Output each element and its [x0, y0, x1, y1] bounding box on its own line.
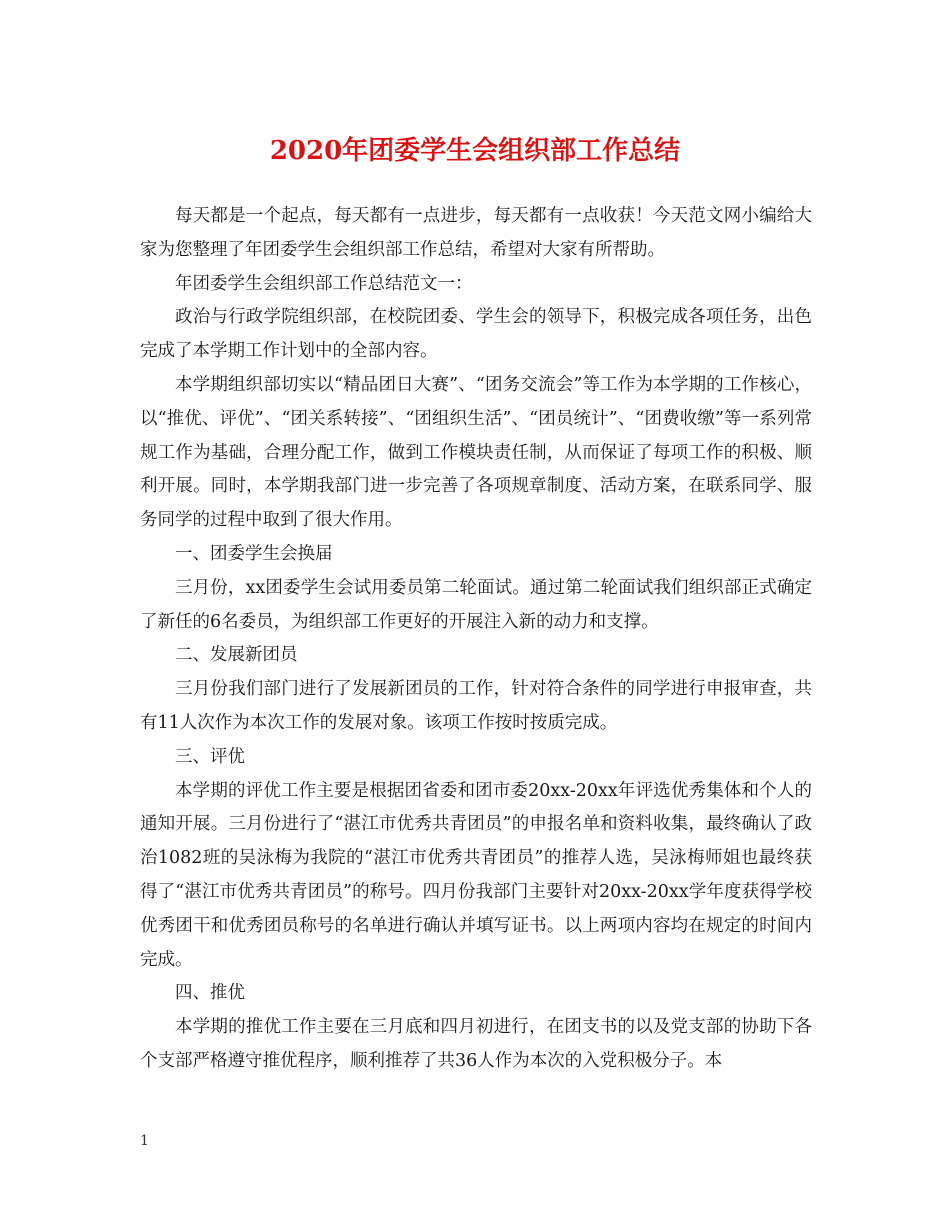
- paragraph-section-3: 本学期的评优工作主要是根据团省委和团市委20xx-20xx年评选优秀集体和个人的通知开展。三月份进行了“湛江市优秀共青团员”的申报名单和资料收集，最终确认了政治1082班的吴泳梅为我院的“湛江市优秀共青团员”的推荐人选，吴泳梅师姐也最终获得了“湛江市优秀共青团员”的称号。四月份我部门主要针对20xx-20xx学年度获得学校优秀团干和优秀团员称号的名单进行确认并填写证书。以上两项内容均在规定的时间内完成。: [140, 780, 812, 970]
- document-title: 2020年团委学生会组织部工作总结: [269, 136, 681, 166]
- section-heading-3: 三、评优: [175, 746, 245, 767]
- paragraph-sample-heading: 年团委学生会组织部工作总结范文一：: [175, 273, 473, 294]
- paragraph-overview: 政治与行政学院组织部，在校院团委、学生会的领导下，积极完成各项任务，出色完成了本学期工作计划中的全部内容。: [140, 307, 812, 362]
- page-number: 1: [140, 1133, 149, 1149]
- document-body: [140, 200, 812, 1079]
- paragraph-intro: 每天都是一个起点，每天都有一点进步，每天都有一点收获！今天范文网小编给大家为您整理了年团委学生会组织部工作总结，希望对大家有所帮助。: [140, 206, 812, 260]
- paragraph-section-4: 本学期的推优工作主要在三月底和四月初进行，在团支书的以及党支部的协助下各个支部严格遵守推优程序，顺利推荐了共36人作为本次的入党积极分子。本: [140, 1017, 812, 1071]
- section-heading-2: 二、发展新团员: [175, 645, 298, 666]
- paragraph-section-1: 三月份，xx团委学生会试用委员第二轮面试。通过第二轮面试我们组织部正式确定了新任的6名委员，为组织部工作更好的开展注入新的动力和支撑。: [140, 577, 812, 632]
- paragraph-section-2: 三月份我们部门进行了发展新团员的工作，针对符合条件的同学进行申报审查，共有11人次作为本次工作的发展对象。该项工作按时按质完成。: [140, 679, 812, 733]
- section-heading-1: 一、团委学生会换届: [175, 543, 333, 564]
- paragraph-core-work: 本学期组织部切实以“精品团日大赛”、“团务交流会”等工作为本学期的工作核心，以“推优、评优”、“团关系转接”、“团组织生活”、“团员统计”、“团费收缴”等一系列常规工作为基础，合理分配工作，做到工作模块责任制，从而保证了每项工作的积极、顺利开展。同时，本学期我部门进一步完善了各项规章制度、活动方案，在联系同学、服务同学的过程中取到了很大作用。: [140, 374, 812, 531]
- section-heading-4: 四、推优: [175, 983, 245, 1004]
